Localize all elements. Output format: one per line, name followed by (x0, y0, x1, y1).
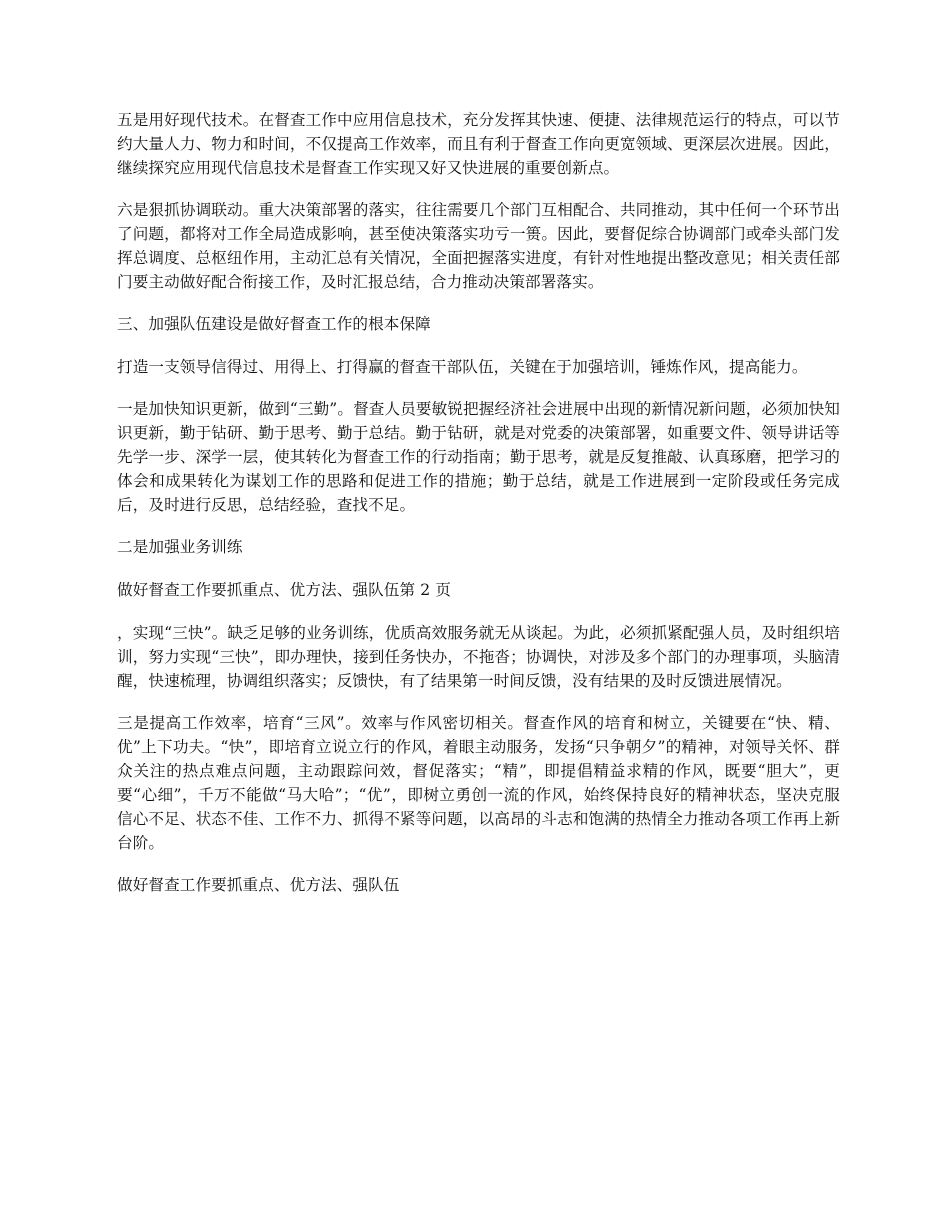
paragraph-business-training-heading: 二是加强业务训练 (117, 538, 243, 556)
section-heading-team-building: 三、加强队伍建设是做好督查工作的根本保障 (117, 315, 431, 333)
paragraph-three-styles: 三是提高工作效率，培育“三风”。效率与作风密切相关。督查作风的培育和树立，关键要在“快、精、优”上下功夫。“快”，即培育立说立行的作风，着眼主动服务，发扬“只争朝夕”的精神，对领导关怀、群众关注的热点难点问题，主动跟踪问效，督促落实；“精”，即提倡精益求精的作风，既要“胆大”，更要“心细”，千万不能做“马大哈”；“优”，即树立勇创一流的作风，始终保持良好的精神状态，坚决克服信心不足、状态不佳、工作不力、抓得不紧等问题，以高昂的斗志和饱满的热情全力推动各项工作再上新台阶。 (117, 714, 840, 852)
paragraph-team-intro: 打造一支领导信得过、用得上、打得赢的督查干部队伍，关键在于加强培训，锤炼作风，提高能力。 (117, 358, 808, 376)
document-title-footer: 做好督查工作要抓重点、优方法、强队伍 (117, 876, 400, 894)
paragraph-coordination: 六是狠抓协调联动。重大决策部署的落实，往往需要几个部门互相配合、共同推动，其中任何一个环节出了问题，都将对工作全局造成影响，甚至使决策落实功亏一篑。因此，要督促综合协调部门或牵头部门发挥总调度、总枢纽作用，主动汇总有关情况，全面把握落实进度，有针对性地提出整改意见；相关责任部门要主动做好配合衔接工作，及时汇报总结，合力推动决策部署落实。 (117, 201, 840, 291)
page-header-line: 做好督查工作要抓重点、优方法、强队伍第 2 页 (117, 581, 452, 599)
document-page (117, 108, 840, 916)
paragraph-modern-technology: 五是用好现代技术。在督查工作中应用信息技术，充分发挥其快速、便捷、法律规范运行的特点，可以节约大量人力、物力和时间，不仅提高工作效率，而且有利于督查工作向更宽领域、更深层次进展。因此，继续探究应用现代信息技术是督查工作实现又好又快进展的重要创新点。 (117, 111, 840, 177)
paragraph-knowledge-update: 一是加快知识更新，做到“三勤”。督查人员要敏锐把握经济社会进展中出现的新情况新问题，必须加快知识更新，勤于钻研、勤于思考、勤于总结。勤于钻研，就是对党委的决策部署，如重要文件、领导讲话等先学一步、深学一层，使其转化为督查工作的行动指南；勤于思考，就是反复推敲、认真琢磨，把学习的体会和成果转化为谋划工作的思路和促进工作的措施；勤于总结，就是工作进展到一定阶段或任务完成后，及时进行反思，总结经验，查找不足。 (117, 400, 840, 514)
paragraph-three-fast: ，实现“三快”。缺乏足够的业务训练，优质高效服务就无从谈起。为此，必须抓紧配强人员，及时组织培训，努力实现“三快”，即办理快，接到任务快办，不拖沓；协调快，对涉及多个部门的办理事项，头脑清醒，快速梳理，协调组织落实；反馈快，有了结果第一时间反馈，没有结果的及时反馈进展情况。 (117, 624, 840, 690)
